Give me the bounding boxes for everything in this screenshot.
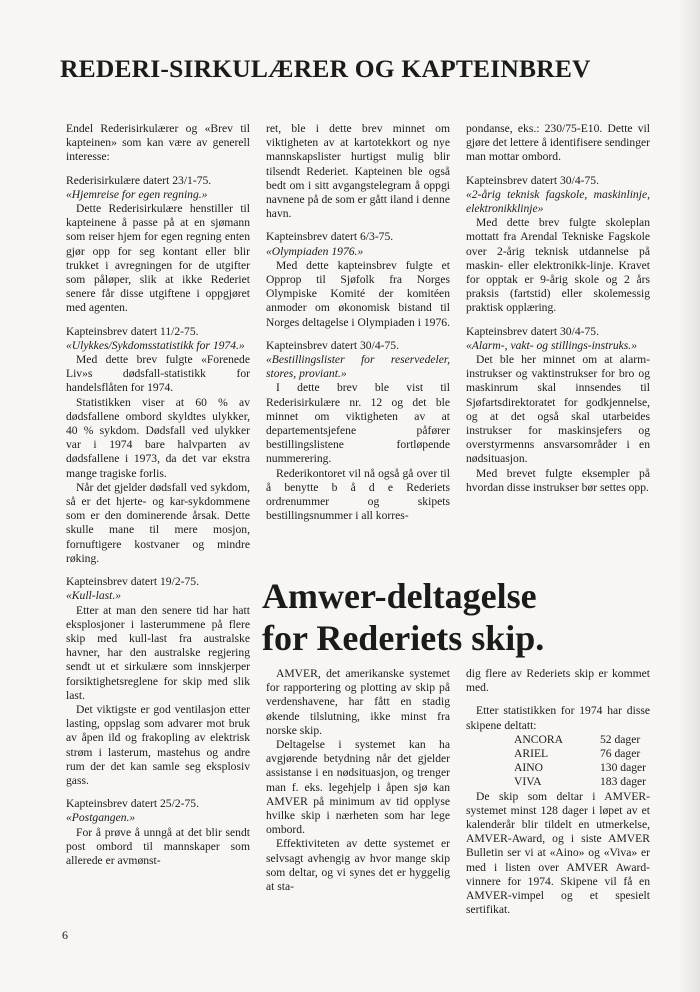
section-subject: «Postgangen.»	[66, 811, 136, 825]
body-paragraph: I dette brev ble vist til Rederisirkulære nr. 12 og det ble minnet om viktigheten av at departementsjefene påfører bestillingslistene fortløpende nummerering.	[266, 381, 450, 466]
section-heading: Kapteinsbrev datert 30/4-75.	[266, 338, 399, 352]
section-subject: «Bestillingslister for reservedeler, stores, proviant.»	[266, 353, 450, 381]
ship-days: 130 dager	[600, 761, 647, 775]
section-heading: Kapteinsbrev datert 25/2-75.	[66, 797, 199, 811]
body-paragraph: Deltagelse i systemet kan ha avgjørende betydning når det gjelder assistanse i en nødsituasjon, og trenger man f. eks. legehjelp i åpen sjø kan AMVER på minimum av tid opplyse hvilke skip i nærheten som har lege ombord.	[266, 738, 450, 837]
ship-name: ANCORA	[514, 732, 563, 746]
section-subject: «2-årig teknisk fagskole, maskinlinje, elektronikklinje»	[466, 187, 650, 216]
body-paragraph: Rederikontoret vil nå også gå over til å benytte b å d e Rederiets ordrenummer og skipets bestillingsnummer i all korres-	[266, 466, 450, 523]
section-subject: «Kull-last.»	[66, 589, 122, 603]
body-paragraph: For å prøve å unngå at det blir sendt post ombord til mannskaper som allerede er avmønst-	[66, 825, 250, 867]
body-paragraph: Statistikken viser at 60 % av dødsfallene ombord skyldtes ulykker, 40 % sykdom. Dødsfall ved ulykker var i 1974 bare halvparten av dødsfallene i 1973, da det var ekstra mange tragiske forlis.	[66, 395, 250, 480]
table-row	[514, 747, 646, 761]
body-paragraph: Etter at man den senere tid har hatt eksplosjoner i lasterummene på flere skip med kull-last fra australske havner, har den australske regjering sendt ut et sirkulære som innskjerper forsiktighetsreglene for skip med slik last.	[66, 603, 250, 702]
table-row	[514, 775, 646, 789]
column-3	[466, 122, 650, 495]
ship-days: 76 dager	[600, 747, 641, 761]
section-heading: Kapteinsbrev datert 11/2-75.	[66, 324, 199, 338]
section-subject: «Hjemreise for egen regning.»	[66, 187, 208, 201]
section-heading: Kapteinsbrev datert 30/4-75.	[466, 173, 599, 187]
section-heading: Rederisirkulære datert 23/1-75.	[66, 173, 212, 187]
ship-name: VIVA	[514, 775, 542, 789]
body-paragraph: dig flere av Rederiets skip er kommet med.	[466, 667, 650, 695]
section-heading: Kapteinsbrev datert 19/2-75.	[66, 575, 199, 589]
section-subject: «Alarm-, vakt- og stillings-instruks.»	[466, 338, 637, 352]
column-2	[266, 122, 450, 523]
section-subject: «Olympiaden 1976.»	[266, 244, 364, 258]
ship-days: 52 dager	[600, 732, 641, 746]
amver-column-right	[466, 667, 650, 917]
ship-days-table	[514, 733, 646, 790]
body-paragraph: De skip som deltar i AMVER-systemet minst 128 dager i løpet av et kalenderår blir tildelt en utmerkelse, AMVER-Award, og i siste AMVER Bulletin ser vi at «Aino» og «Viva» er med i listen over AMVER Award-vinnere for 1974. Skipene vil få en AMVER-vimpel og et spesielt sertifikat.	[466, 789, 650, 917]
body-paragraph: Det viktigste er god ventilasjon etter lasting, oppslag som advarer mot bruk av åpen ild og frakopling av elektrisk strøm i lasterum, mastehus og andre rum der det kan samle seg eksplosiv gass.	[66, 702, 250, 787]
ship-days: 183 dager	[600, 775, 647, 789]
body-paragraph: Det ble her minnet om at alarm-instrukser og vaktinstrukser for bro og maskinrum skal innsendes til Sjøfartsdirektoratet for godkjennelse, og at det også skal utarbeides instrukser for maskinsjefers og overstyrmenns ansvarsområder i en nødsituasjon.	[466, 353, 650, 466]
section-subject: «Ulykkes/Sykdomsstatistikk for 1974.»	[66, 338, 245, 352]
amver-column-left	[266, 667, 450, 894]
body-paragraph: Etter statistikken for 1974 har disse skipene deltatt:	[466, 704, 650, 732]
body-paragraph: pondanse, eks.: 230/75-E10. Dette vil gjøre det lettere å identifisere sendinger man mottar ombord.	[466, 122, 650, 164]
ship-name: AINO	[514, 761, 543, 775]
body-paragraph: Med dette brev fulgte skoleplan mottatt fra Arendal Tekniske Fagskole over 2-årig teknisk utdannelse på maskin- eller elektronikk-linje. Kravet for opptak er 9-årig skole og 2 års praksis (fartstid) eller skolemessig praktisk opplæring.	[466, 216, 650, 315]
body-paragraph: Med brevet fulgte eksempler på hvordan disse instrukser bør settes opp.	[466, 466, 650, 494]
body-paragraph: Når det gjelder dødsfall ved sykdom, så er det hjerte- og kar-sykdommene som er den dominerende årsak. Dette skulle mane til mere mosjon, fornuftigere kostvaner og mindre røking.	[66, 480, 250, 565]
page-edge-shadow	[678, 0, 700, 992]
body-paragraph: Dette Rederisirkulære henstiller til kapteinene å passe på at en sjømann som reiser hjem for egen regning enten gjør opp for seg kontant eller blir trukket i avregningen for de utgifter som påløper, slik at ikke Rederiet senere får disse utgiftene i oppgjøret med agenten.	[66, 202, 250, 315]
article-heading	[262, 575, 682, 659]
section-heading: Kapteinsbrev datert 30/4-75.	[466, 324, 599, 338]
intro-paragraph: Endel Rederisirkulærer og «Brev til kapteinen» som kan være av generell interesse:	[66, 122, 250, 164]
article-heading-line-1: Amwer-deltagelse	[262, 576, 537, 616]
page-number: 6	[62, 928, 68, 942]
column-1	[66, 122, 250, 868]
body-paragraph: ret, ble i dette brev minnet om viktigheten av at kartotekkort og nye mannskapslister hurtigst mulig blir tilsendt Rederiet. Kapteinen ble også bedt om i sitt avgangstelegram å oppgi navnene på de som er gått iland i denne havn.	[266, 122, 450, 221]
body-paragraph: AMVER, det amerikanske systemet for rapportering og plotting av skip på verdenshavene, har fått en stadig økende tilslutning, ikke minst fra norske skip.	[266, 667, 450, 737]
table-row	[514, 761, 646, 775]
ship-name: ARIEL	[514, 747, 549, 761]
section-heading: Kapteinsbrev datert 6/3-75.	[266, 230, 394, 244]
body-paragraph: Med dette kapteinsbrev fulgte et Opprop til Sjøfolk fra Norges Olympiske Komité der komitéen anmoder om økonomisk bistand til Norges deltagelse i Olympiaden i 1976.	[266, 258, 450, 329]
table-row	[514, 733, 646, 747]
page-title: REDERI-SIRKULÆRER OG KAPTEINBREV	[60, 54, 591, 83]
body-paragraph: Med dette brev fulgte «Forenede Liv»s dødsfall-statistikk for handelsflåten for 1974.	[66, 353, 250, 395]
body-paragraph: Effektiviteten av dette systemet er selvsagt avhengig av hvor mange skip som deltar, og vi synes det er hyggelig at sta-	[266, 837, 450, 894]
article-heading-line-2: for Rederiets skip.	[262, 618, 545, 658]
